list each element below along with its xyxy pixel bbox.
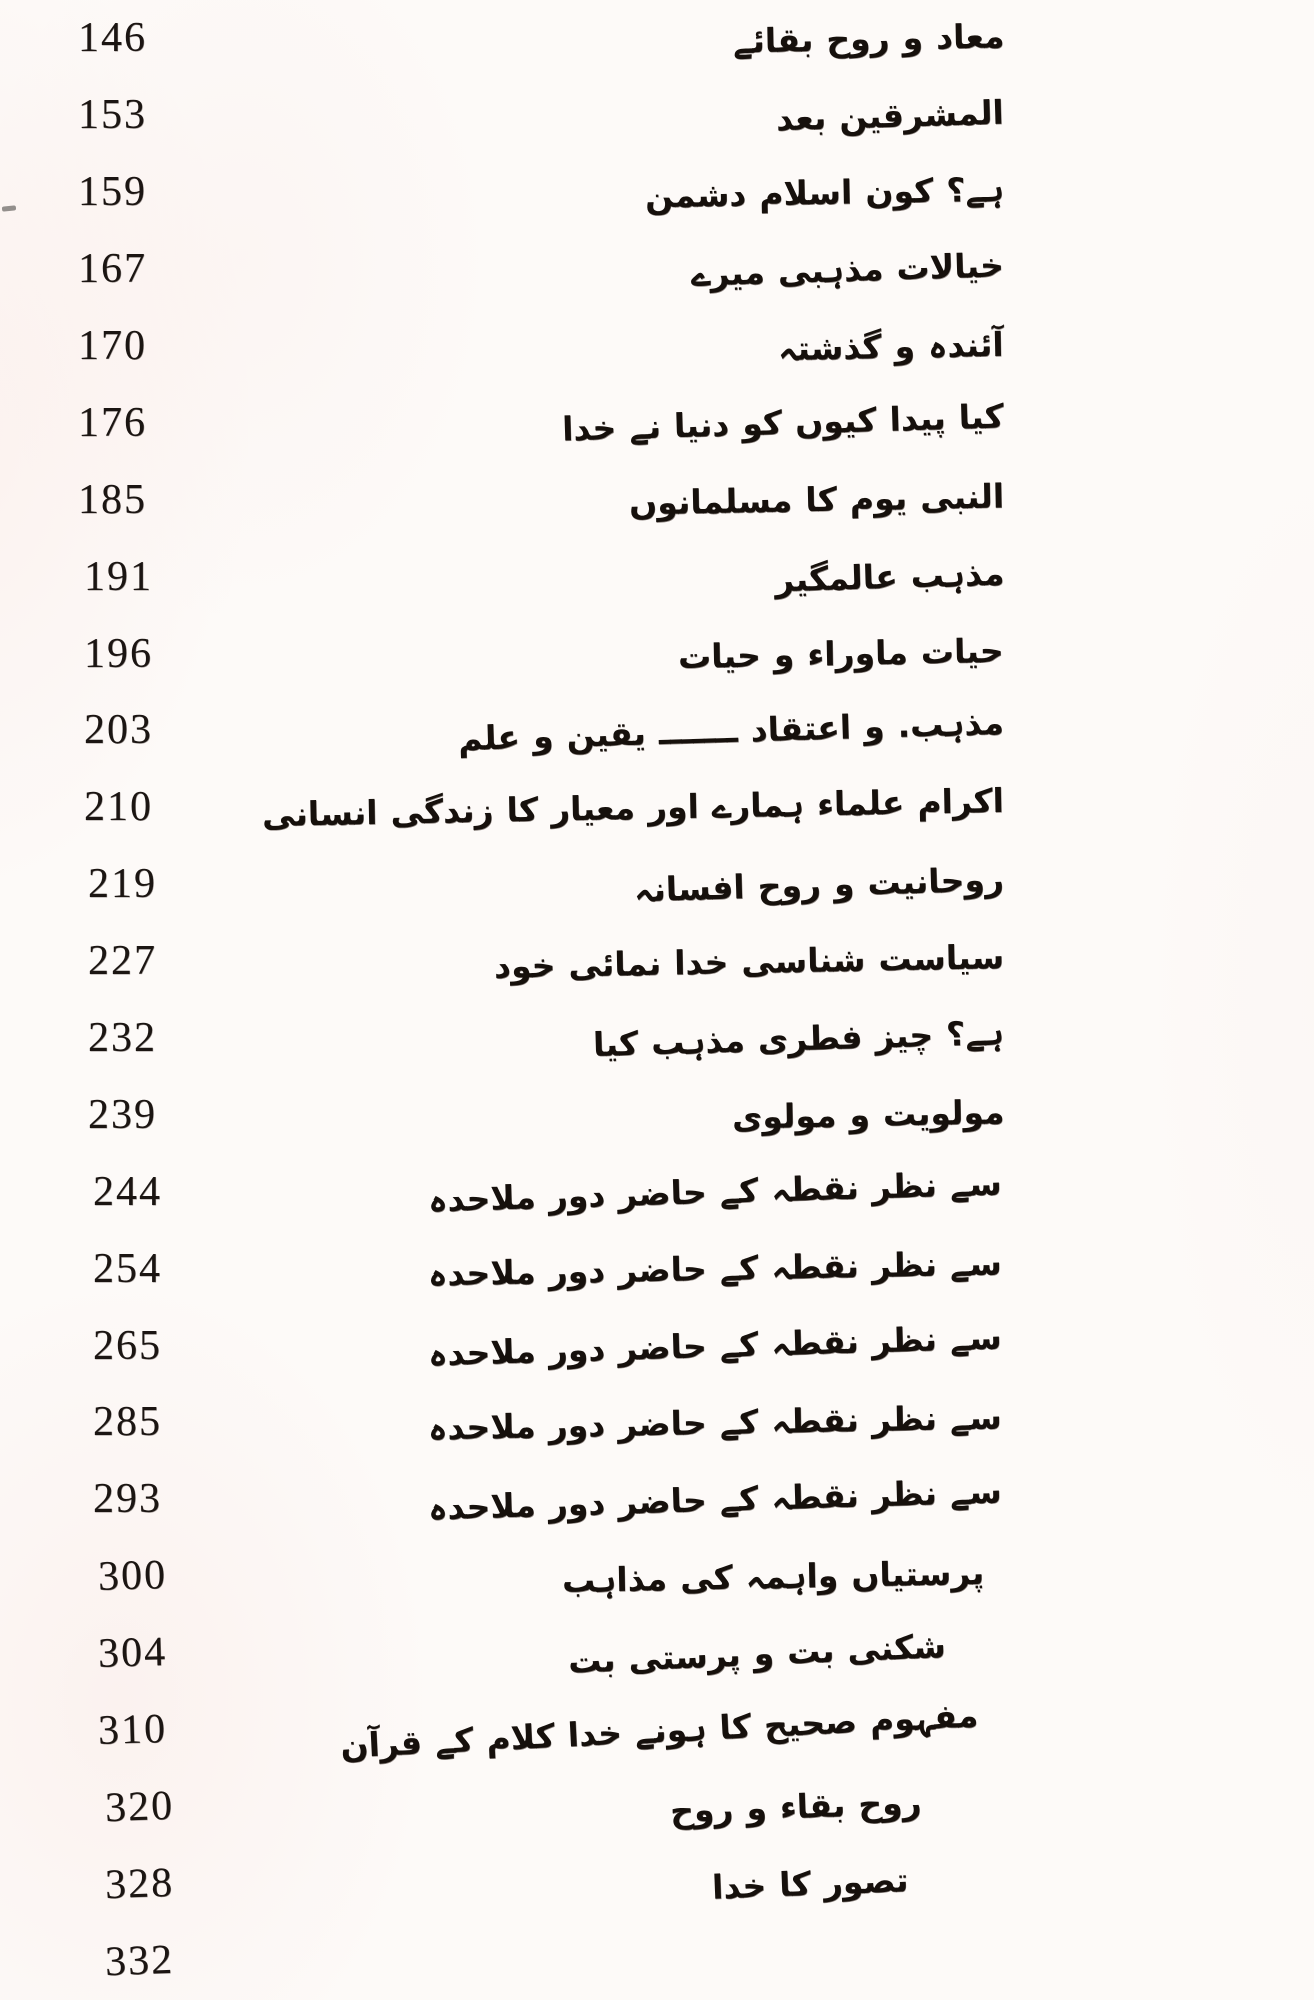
- title-word: روح: [757, 864, 822, 906]
- page-number: 320: [104, 1782, 175, 1832]
- toc-row: [0, 538, 1314, 615]
- chapter-title: [428, 1244, 1002, 1294]
- title-word: بت: [786, 1630, 836, 1672]
- toc-row: [0, 769, 1314, 846]
- title-word: خود: [493, 945, 556, 986]
- title-word: و: [746, 1788, 768, 1829]
- title-word: زندگی: [390, 790, 494, 832]
- title-word: ـــــــ: [658, 710, 739, 753]
- title-word: اکرام: [917, 780, 1005, 822]
- title-word: مذہبی: [777, 248, 885, 291]
- title-word: دنیا: [673, 404, 730, 446]
- title-word: خدا: [561, 408, 617, 449]
- title-word: بت: [567, 1639, 617, 1681]
- toc-row: [0, 1000, 1314, 1077]
- title-word: واہمہ: [745, 1555, 839, 1597]
- title-word: کے: [719, 1478, 760, 1519]
- title-word: ہمارے: [711, 784, 805, 826]
- title-word: کا: [718, 1706, 752, 1747]
- title-word: فطری: [757, 1016, 863, 1059]
- title-word: پرستیاں: [850, 1552, 985, 1595]
- title-word: انسانی: [261, 792, 378, 834]
- title-word: نقطہ: [770, 1168, 860, 1210]
- toc-row: [0, 1922, 1314, 1999]
- title-word: مذاہب: [561, 1558, 668, 1600]
- title-word: روحانیت: [866, 859, 1005, 903]
- title-word: ملاحدہ: [427, 1177, 537, 1220]
- title-word: کی: [679, 1557, 733, 1598]
- title-word: عالمگیر: [774, 556, 898, 600]
- title-word: گذشتہ: [778, 326, 883, 368]
- page-number: 300: [97, 1552, 168, 1601]
- title-word: خدا: [673, 942, 729, 983]
- title-word: مولوی: [731, 1096, 837, 1138]
- chapter-title: [562, 1553, 985, 1600]
- title-word: کا: [506, 789, 539, 830]
- title-word: نظر: [871, 1165, 938, 1207]
- chapter-title: [691, 245, 1005, 293]
- page-number: 254: [93, 1245, 162, 1292]
- chapter-title: [593, 1012, 1005, 1063]
- title-word: چیز: [874, 1014, 934, 1056]
- toc-row: [0, 1538, 1314, 1615]
- title-word: سے: [949, 1317, 1003, 1359]
- title-word: کلام: [484, 1715, 556, 1758]
- page-number: 244: [93, 1168, 162, 1215]
- toc-row: [0, 231, 1314, 308]
- title-word: دور: [548, 1251, 606, 1292]
- chapter-title: [428, 1164, 1003, 1220]
- title-word: کون: [864, 170, 934, 211]
- chapter-title: [778, 324, 1004, 367]
- page-number: 332: [104, 1936, 175, 1985]
- toc-row: [0, 384, 1314, 461]
- title-word: کا: [804, 479, 838, 520]
- title-word: دور: [548, 1483, 607, 1524]
- title-word: و: [863, 706, 886, 746]
- title-word: معاد: [935, 16, 1005, 57]
- title-word: کو: [741, 403, 783, 444]
- title-word: یقین: [565, 713, 647, 755]
- title-word: کے: [719, 1171, 760, 1212]
- page-number: 146: [78, 15, 147, 62]
- title-word: کیا: [592, 1023, 639, 1064]
- page-number: 196: [84, 630, 153, 677]
- title-word: شکنی: [846, 1625, 947, 1669]
- toc-row: [0, 1768, 1314, 1845]
- title-word: حیات: [677, 635, 762, 677]
- toc-row: [0, 1692, 1314, 1769]
- page-number: 304: [97, 1629, 168, 1678]
- chapter-title: [670, 1783, 923, 1831]
- title-word: و: [894, 326, 916, 366]
- title-word: دور: [548, 1329, 607, 1371]
- title-word: نے: [628, 407, 662, 447]
- page-number: 227: [88, 938, 157, 985]
- title-word: حاضر: [617, 1326, 708, 1368]
- title-word: و: [752, 1632, 775, 1673]
- title-word: روح: [857, 1783, 923, 1825]
- title-word: یوم: [849, 478, 908, 519]
- title-word: و: [901, 17, 923, 58]
- title-word: ہونے: [633, 1708, 707, 1751]
- page-number: 310: [97, 1706, 168, 1754]
- title-word: سے: [949, 1471, 1003, 1512]
- title-word: میرے: [690, 252, 766, 294]
- title-word: ہے؟: [945, 1012, 1005, 1054]
- chapter-title: [428, 1397, 1002, 1447]
- page-number: 293: [93, 1476, 162, 1523]
- title-word: کے: [433, 1719, 474, 1761]
- title-word: حاضر: [618, 1249, 708, 1291]
- title-word: اعتقاد: [750, 707, 852, 750]
- title-word: تصور: [822, 1860, 909, 1903]
- title-word: مولویت: [882, 1092, 1005, 1135]
- page-number: 265: [93, 1322, 162, 1369]
- title-word: ملاحدہ: [427, 1331, 537, 1374]
- title-word: نظر: [871, 1473, 938, 1515]
- chapter-title: [629, 477, 1005, 523]
- title-word: حاضر: [618, 1403, 708, 1444]
- page-number: 191: [84, 553, 153, 600]
- title-word: نقطہ: [770, 1475, 860, 1518]
- title-word: نقطہ: [771, 1400, 860, 1441]
- title-word: کے: [719, 1248, 759, 1289]
- title-word: پرستی: [627, 1634, 742, 1679]
- title-word: ماوراء: [807, 632, 909, 674]
- title-word: مذہب: [909, 553, 1005, 596]
- chapter-title: [428, 1318, 1003, 1374]
- toc-row: [0, 1307, 1314, 1384]
- title-word: و: [833, 863, 856, 904]
- toc-row: [0, 923, 1314, 1000]
- chapter-title: [494, 937, 1005, 986]
- title-word: آئندہ: [928, 324, 1005, 365]
- chapter-title: [774, 554, 1004, 600]
- title-word: خدا: [566, 1712, 623, 1754]
- title-word: مذہب.: [897, 702, 1005, 746]
- title-word: ملاحدہ: [427, 1252, 537, 1294]
- title-word: ملاحدہ: [427, 1406, 537, 1448]
- chapter-title: [711, 1861, 909, 1908]
- toc-row: [0, 1615, 1314, 1692]
- chapter-title: [428, 1471, 1003, 1527]
- toc-row: [0, 1076, 1314, 1153]
- title-word: حاضر: [617, 1172, 708, 1215]
- toc-row: [0, 461, 1314, 538]
- title-word: اسلام: [758, 172, 853, 213]
- title-word: حیات: [920, 630, 1005, 672]
- title-word: بقائے: [732, 20, 814, 61]
- title-word: کیوں: [794, 400, 878, 443]
- title-word: نظر: [871, 1244, 938, 1286]
- toc-row: [0, 615, 1314, 692]
- chapter-title: [567, 1626, 946, 1681]
- page-number: 185: [78, 476, 147, 523]
- toc-row: [0, 692, 1314, 769]
- title-word: افسانہ: [633, 866, 746, 910]
- title-word: خیالات: [896, 244, 1005, 288]
- chapter-title: [731, 1093, 1004, 1137]
- chapter-title: [678, 631, 1004, 676]
- title-word: علماء: [816, 782, 905, 824]
- toc-row: [0, 154, 1314, 231]
- page-number: 239: [88, 1091, 157, 1138]
- title-word: مسلمانوں: [628, 480, 793, 523]
- page-number: 219: [88, 861, 157, 908]
- title-word: پیدا: [889, 398, 947, 440]
- title-word: النبی: [919, 476, 1005, 518]
- title-word: دور: [548, 1405, 606, 1446]
- title-word: سیاست: [877, 936, 1005, 979]
- page-number: 328: [104, 1859, 175, 1909]
- toc-row: [0, 846, 1314, 923]
- title-word: سے: [949, 1243, 1003, 1284]
- title-word: علم: [457, 717, 521, 759]
- page-number: 153: [78, 92, 147, 139]
- title-word: ملاحدہ: [427, 1485, 537, 1528]
- title-word: بقاء: [779, 1785, 847, 1827]
- title-word: بعد: [775, 97, 827, 139]
- title-word: نقطہ: [771, 1246, 860, 1288]
- title-word: سے: [949, 1163, 1003, 1205]
- page-number: 167: [78, 246, 147, 293]
- title-word: شناسی: [740, 939, 866, 981]
- chapter-title: [732, 16, 1004, 60]
- chapter-title: [562, 397, 1005, 449]
- title-word: نظر: [871, 1319, 938, 1361]
- title-word: کے: [719, 1402, 759, 1442]
- toc-row: [0, 0, 1314, 77]
- title-word: قرآن: [338, 1722, 423, 1766]
- toc-row: [0, 1384, 1314, 1461]
- toc-row: [0, 1845, 1314, 1922]
- title-word: حاضر: [617, 1480, 708, 1522]
- chapter-title: [339, 1695, 979, 1765]
- title-word: مذہب: [650, 1020, 746, 1062]
- page-number: 203: [84, 707, 153, 754]
- title-word: روح: [669, 1789, 735, 1831]
- page-number: 232: [88, 1015, 157, 1062]
- toc-row: [0, 77, 1314, 154]
- toc-row: [0, 308, 1314, 385]
- toc-row: [0, 1230, 1314, 1307]
- page-number: 176: [78, 399, 147, 446]
- chapter-title: [458, 703, 1005, 758]
- toc-row: [0, 1461, 1314, 1538]
- page-number: 170: [78, 323, 147, 369]
- title-word: ہے؟: [945, 169, 1005, 210]
- toc-row: [0, 1153, 1314, 1230]
- title-word: مفہوم: [868, 1694, 979, 1740]
- chapter-title: [645, 169, 1005, 215]
- chapter-title: [776, 92, 1005, 138]
- title-word: کیا: [958, 396, 1005, 438]
- title-word: و: [532, 716, 555, 756]
- title-word: روح: [825, 18, 890, 59]
- title-word: نمائی: [567, 943, 662, 985]
- chapter-title: [634, 859, 1005, 909]
- title-word: دور: [548, 1175, 607, 1217]
- title-word: نظر: [871, 1398, 938, 1439]
- page-number: 210: [84, 784, 153, 831]
- title-word: سے: [949, 1397, 1003, 1438]
- title-word: دشمن: [644, 174, 747, 216]
- title-word: صحیح: [762, 1700, 858, 1745]
- chapter-title: [262, 781, 1005, 834]
- title-word: خدا: [710, 1866, 767, 1908]
- title-word: نقطہ: [770, 1321, 860, 1364]
- title-word: المشرقین: [838, 92, 1005, 137]
- title-word: کا: [778, 1864, 812, 1905]
- page-number: 159: [78, 169, 147, 216]
- title-word: معیار: [550, 787, 636, 829]
- title-word: اور: [647, 786, 700, 827]
- page-number: 285: [93, 1399, 162, 1446]
- title-word: و: [848, 1095, 870, 1135]
- title-word: کے: [719, 1324, 760, 1365]
- title-word: و: [773, 634, 796, 675]
